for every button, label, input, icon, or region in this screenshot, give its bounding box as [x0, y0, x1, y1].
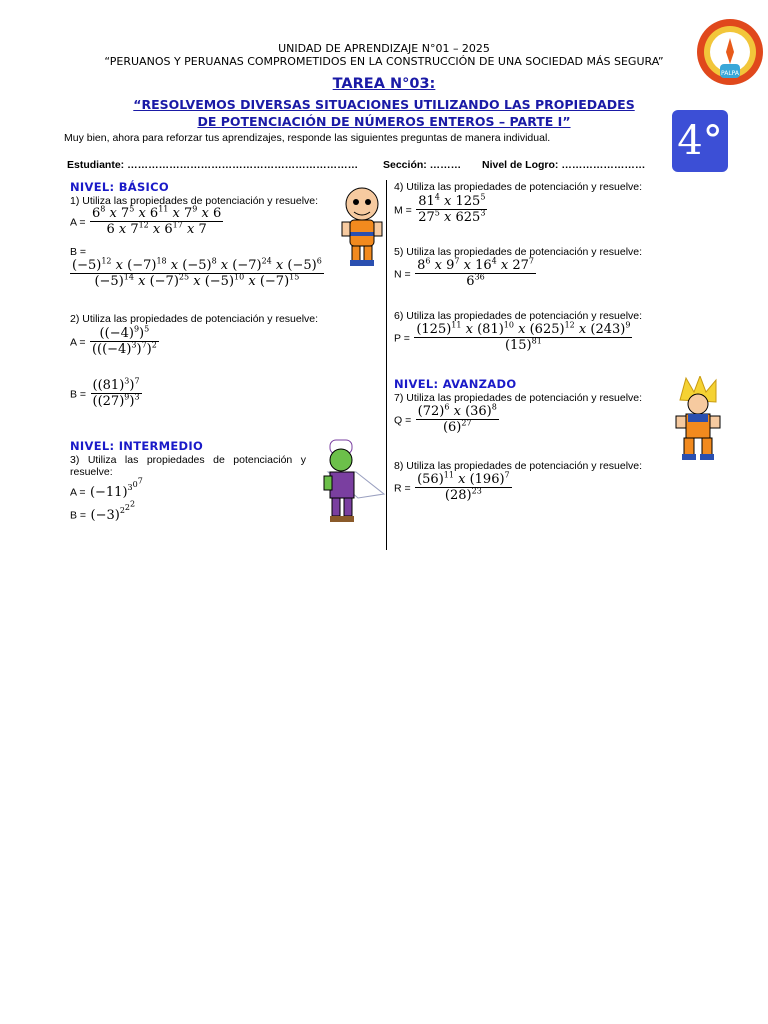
school-logo	[696, 18, 764, 86]
question-7: 7) Utiliza las propiedades de potenciación y resuelve:	[394, 392, 643, 404]
goku-illustration	[670, 376, 728, 467]
level-advanced: NIVEL: AVANZADO	[394, 377, 517, 391]
label-b: B =	[70, 509, 87, 522]
question-8: 8) Utiliza las propiedades de potenciación y resuelve:	[394, 460, 643, 472]
label-a: A =	[70, 336, 86, 349]
label-n: N =	[394, 268, 411, 281]
expr-2a: A = $\frac{((-4)^9)^5}{(((-4)^3)^7)^2}$	[70, 324, 157, 357]
student-field[interactable]: Estudiante: …………………………………………………………	[67, 159, 359, 171]
expr-6: P = $\frac{(125)^{11} x (81)^{10} x (625)^{12} x (243)^9}{(15)^{81}}$	[394, 320, 631, 353]
level-intermediate: NIVEL: INTERMEDIO	[70, 439, 204, 453]
badge-label: PALPA	[720, 70, 740, 77]
level-basic: NIVEL: BÁSICO	[70, 180, 169, 194]
question-2: 2) Utiliza las propiedades de potenciación y resuelve:	[70, 313, 319, 325]
expr-7: Q = $\frac{(72)^6 x (36)^8}{(6)^{27}}$	[394, 402, 497, 435]
label-q: Q =	[394, 414, 412, 427]
label-a: A =	[70, 486, 86, 499]
expr-3a: $A = (-11)^{3^{0^7}}$	[70, 476, 143, 500]
question-6: 6) Utiliza las propiedades de potenciación y resuelve:	[394, 310, 643, 322]
unit-title: UNIDAD DE APRENDIZAJE N°01 – 2025	[278, 42, 490, 55]
piccolo-illustration	[318, 438, 386, 529]
label-b: B =	[70, 388, 87, 401]
task-title-line2: DE POTENCIACIÓN DE NÚMEROS ENTEROS – PARTE I”	[197, 114, 571, 129]
expr-1a: A = $\frac{6^8 x 7^5 x 6^{11} x 7^9 x 6}{6 x 7^{12} x 6^{17} x 7}$	[70, 204, 222, 237]
question-5: 5) Utiliza las propiedades de potenciación y resuelve:	[394, 246, 643, 258]
intro-text: Muy bien, ahora para reforzar tus aprendizajes, responde las siguientes preguntas de manera individual.	[64, 132, 551, 144]
question-1: 1) Utiliza las propiedades de potenciación y resuelve:	[70, 195, 319, 207]
label-p: P =	[394, 332, 410, 345]
task-title-line1: “RESOLVEMOS DIVERSAS SITUACIONES UTILIZANDO LAS PROPIEDADES	[133, 97, 635, 112]
section-field[interactable]: Sección: ………	[383, 159, 462, 171]
expr-5: N = $\frac{8^6 x 9^7 x 16^4 x 27^7}{6^{36}}$	[394, 256, 534, 289]
unit-slogan: “PERUANOS Y PERUANAS COMPROMETIDOS EN LA CONSTRUCCIÓN DE UNA SOCIEDAD MÁS SEGURA”	[104, 55, 664, 68]
expr-4: M = $\frac{81^4 x 125^5}{27^5 x 625^3}$	[394, 192, 486, 225]
label-a: A =	[70, 216, 86, 229]
question-4: 4) Utiliza las propiedades de potenciación y resuelve:	[394, 181, 643, 193]
expr-3b: $B = (-3)^{2^{2^2}}$	[70, 499, 136, 523]
label-r: R =	[394, 482, 411, 495]
grade-badge: 4°	[672, 110, 728, 172]
expr-8: R = $\frac{(56)^{11} x (196)^7}{(28)^{23}}$	[394, 470, 510, 503]
column-divider	[386, 180, 387, 550]
label-m: M =	[394, 204, 412, 217]
achievement-field[interactable]: Nivel de Logro: ……………………	[482, 159, 646, 171]
question-3: 3) Utiliza las propiedades de potenciación y resuelve:	[70, 454, 306, 478]
task-number: TAREA N°03:	[332, 76, 436, 92]
expr-1b: $\frac{(-5)^{12} x (-7)^{18} x (-5)^8 x (-7)^{24} x (-5)^6}{(-5)^{14} x (-7)^{25} x (-5)^{10} x (-7)^{15}}$	[72, 256, 322, 289]
label-b: B =	[70, 246, 87, 258]
krillin-illustration	[338, 184, 386, 273]
expr-2b: B = $\frac{((81)^3)^7}{((27)^9)^3}$	[70, 376, 140, 409]
